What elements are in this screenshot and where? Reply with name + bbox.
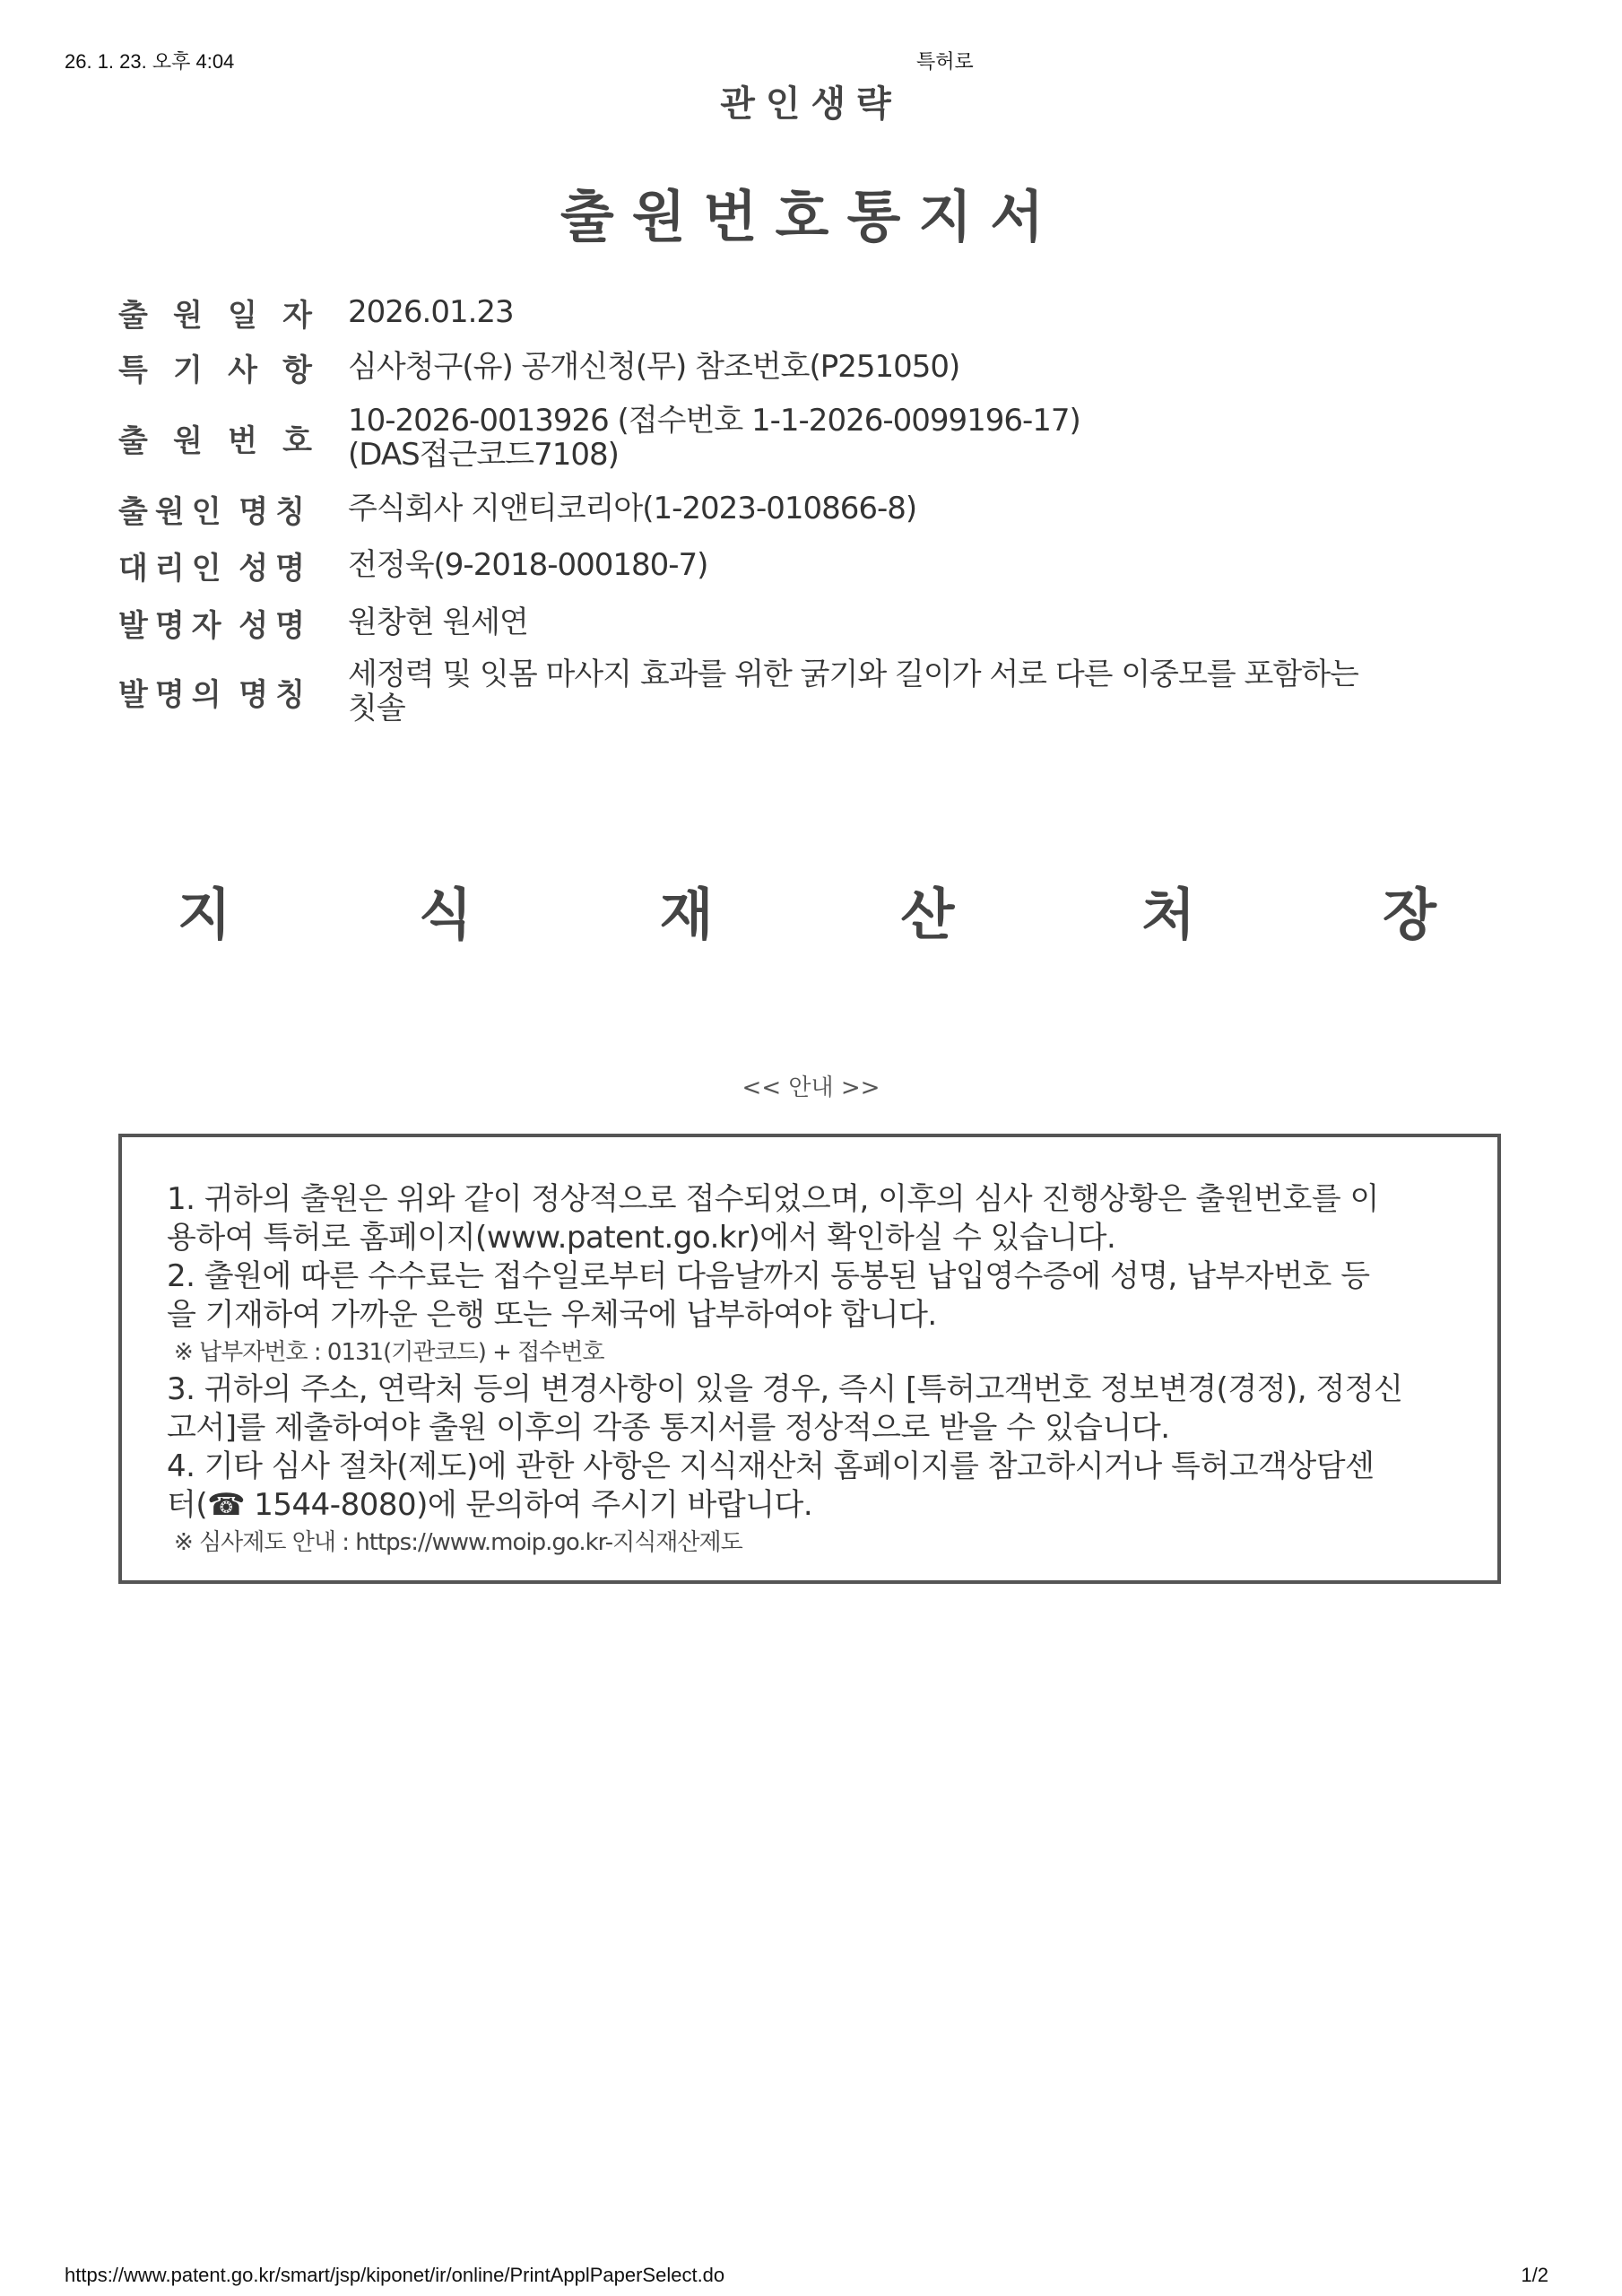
notice-content bbox=[167, 1180, 1476, 1561]
field-value-line: 전정욱(9-2018-000180-7) bbox=[348, 547, 708, 583]
agency-name-char: 산 bbox=[900, 882, 955, 947]
notice-heading: << 안내 >> bbox=[742, 1074, 880, 1101]
field-value bbox=[339, 491, 916, 526]
notice-item bbox=[167, 1257, 1476, 1335]
field-label-char: 출 bbox=[118, 297, 148, 334]
notice-line: 1. 귀하의 출원은 위와 같이 정상적으로 접수되었으며, 이후의 심사 진행상황은 출원번호를 이 bbox=[167, 1181, 1379, 1217]
field-label-char: 출 bbox=[118, 422, 148, 459]
field-label-char: 특 bbox=[118, 352, 148, 388]
field-label bbox=[118, 544, 339, 587]
field-label-word: 성명 bbox=[239, 607, 312, 644]
field-label-char: 호 bbox=[282, 422, 312, 459]
notice-line: 2. 출원에 따른 수수료는 접수일로부터 다음날까지 동봉된 납입영수증에 성명, 납부자번호 등 bbox=[167, 1258, 1370, 1294]
field-value-line: 2026.01.23 bbox=[348, 294, 514, 330]
field-label-char: 항 bbox=[282, 352, 312, 388]
notice-line: 고서]를 제출하여야 출원 이후의 각종 통지서를 정상적으로 받을 수 있습니다. bbox=[167, 1410, 1170, 1446]
field-label bbox=[118, 345, 339, 389]
field-label-char: 일 bbox=[228, 297, 257, 334]
field-label-word: 대리인 bbox=[118, 550, 229, 587]
field-label-char: 원 bbox=[173, 422, 203, 459]
field-label-char: 자 bbox=[282, 297, 312, 334]
notice-item bbox=[167, 1180, 1476, 1257]
field-row-application-number bbox=[118, 395, 1517, 481]
field-value bbox=[339, 295, 514, 329]
agency-name-char: 처 bbox=[1141, 882, 1196, 947]
field-label-word: 출원인 bbox=[118, 493, 229, 530]
print-header-site-title: 특허로 bbox=[916, 50, 974, 73]
field-value-line: 원창현 원세연 bbox=[348, 604, 528, 640]
issuing-agency-name bbox=[178, 870, 1436, 950]
field-value-line: (DAS접근코드7108) bbox=[348, 437, 619, 473]
seal-omitted-notice: 관인생략 bbox=[720, 83, 902, 125]
field-row-agent-name bbox=[118, 536, 1517, 594]
agency-name-char: 식 bbox=[418, 882, 473, 947]
field-label-char: 원 bbox=[173, 297, 203, 334]
print-footer-url: https://www.patent.go.kr/smart/jsp/kiponet/ir/online/PrintApplPaperSelect.do bbox=[65, 2264, 725, 2286]
field-label bbox=[118, 416, 339, 460]
field-row-applicant-name bbox=[118, 481, 1517, 536]
notice-note bbox=[167, 1335, 1476, 1370]
notice-line: 을 기재하여 가까운 은행 또는 우체국에 납부하여야 합니다. bbox=[167, 1297, 937, 1333]
field-value bbox=[339, 605, 528, 639]
field-value-line: 주식회사 지앤티코리아(1-2023-010866-8) bbox=[348, 491, 917, 526]
notice-note bbox=[167, 1525, 1476, 1561]
agency-name-char: 장 bbox=[1383, 882, 1436, 947]
notice-item bbox=[167, 1370, 1476, 1448]
field-value-line: 세정력 및 잇몸 마사지 효과를 위한 굵기와 길이가 서로 다른 이중모를 포함하는 bbox=[348, 657, 1358, 692]
print-footer-page-number: 1/2 bbox=[1521, 2264, 1548, 2286]
field-value-line: 칫솔 bbox=[348, 691, 405, 726]
field-row-filing-date bbox=[118, 285, 1517, 339]
field-label-word: 발명의 bbox=[118, 676, 229, 713]
field-label bbox=[118, 670, 339, 714]
field-value bbox=[339, 548, 707, 582]
field-row-invention-title bbox=[118, 651, 1517, 732]
field-label bbox=[118, 291, 339, 335]
field-value bbox=[339, 404, 1080, 472]
field-label-word: 명칭 bbox=[239, 676, 312, 713]
field-label-char: 번 bbox=[228, 422, 257, 459]
agency-name-char: 지 bbox=[178, 882, 231, 947]
agency-name-char: 재 bbox=[659, 882, 714, 947]
field-row-special-notes bbox=[118, 339, 1517, 395]
application-info-table bbox=[118, 285, 1517, 732]
print-header-datetime: 26. 1. 23. 오후 4:04 bbox=[65, 50, 235, 73]
field-label-char: 사 bbox=[228, 352, 257, 388]
notice-line: ※ 심사제도 안내 : https://www.moip.go.kr-지식재산제도 bbox=[174, 1529, 742, 1556]
field-value-line: 심사청구(유) 공개신청(무) 참조번호(P251050) bbox=[348, 349, 960, 385]
notice-line: 3. 귀하의 주소, 연락처 등의 변경사항이 있을 경우, 즉시 [특허고객번호 정보변경(경정), 정정신 bbox=[167, 1371, 1403, 1407]
notice-box bbox=[118, 1134, 1501, 1584]
field-label bbox=[118, 487, 339, 531]
field-value bbox=[339, 657, 1358, 726]
field-label-word: 명칭 bbox=[239, 493, 312, 530]
notice-item bbox=[167, 1448, 1476, 1525]
notice-line: 4. 기타 심사 절차(제도)에 관한 사항은 지식재산처 홈페이지를 참고하시거나 특허고객상담센 bbox=[167, 1448, 1375, 1484]
notice-line: 용하여 특허로 홈페이지(www.patent.go.kr)에서 확인하실 수 있습니다. bbox=[167, 1220, 1116, 1256]
field-label bbox=[118, 601, 339, 645]
field-label-char: 기 bbox=[173, 352, 203, 388]
field-row-inventor-name bbox=[118, 594, 1517, 651]
document-title: 출원번호통지서 bbox=[559, 184, 1063, 249]
notice-line: ※ 납부자번호 : 0131(기관코드) + 접수번호 bbox=[174, 1339, 604, 1366]
field-label-word: 발명자 bbox=[118, 607, 229, 644]
field-value-line: 10-2026-0013926 (접수번호 1-1-2026-0099196-17) bbox=[348, 403, 1080, 439]
field-label-word: 성명 bbox=[239, 550, 312, 587]
field-value bbox=[339, 350, 959, 384]
notice-line: 터(☎ 1544-8080)에 문의하여 주시기 바랍니다. bbox=[167, 1487, 813, 1523]
